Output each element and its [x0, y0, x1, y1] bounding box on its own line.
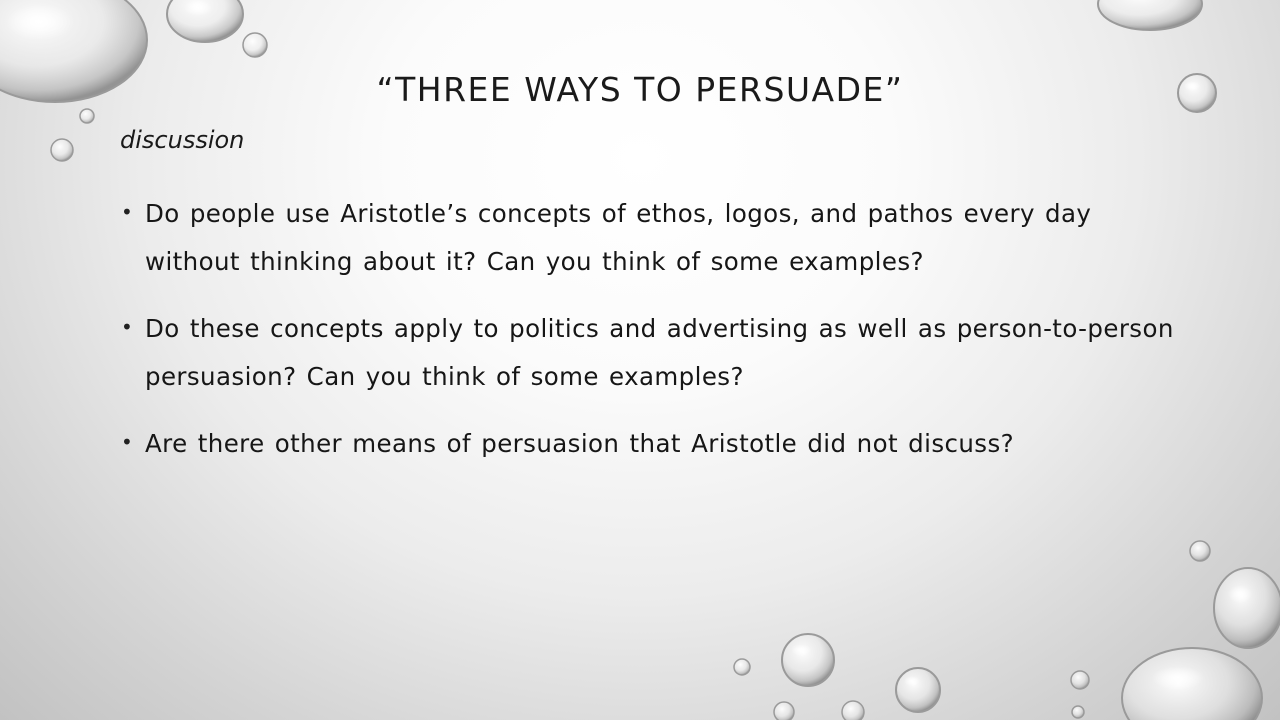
droplet: [896, 668, 940, 712]
droplet: [1190, 541, 1210, 561]
droplet: [734, 659, 750, 675]
bullet-icon: •: [121, 430, 134, 454]
bullet-list: [118, 190, 1193, 487]
slide-title: “THREE WAYS TO PERSUADE”: [376, 70, 904, 109]
bullet-icon: •: [121, 315, 134, 339]
droplet: [774, 702, 794, 720]
slide-subheading: discussion: [120, 126, 245, 154]
bullet-icon: •: [121, 200, 134, 224]
droplet: [1098, 0, 1202, 30]
bullet-item: [118, 305, 1193, 401]
bullet-text: Are there other means of persuasion that Aristotle did not discuss?: [145, 429, 1015, 458]
droplet: [1122, 648, 1262, 720]
bullet-item: [118, 420, 1193, 468]
droplet: [1071, 671, 1089, 689]
droplet: [80, 109, 94, 123]
droplet: [51, 139, 73, 161]
droplet: [842, 701, 864, 720]
droplet: [782, 634, 834, 686]
droplet: [1214, 568, 1280, 648]
bullet-text: Do these concepts apply to politics and advertising as well as person-to-person persuasion? Can you think of some examples?: [145, 314, 1174, 391]
bullet-item: [118, 190, 1193, 286]
droplet: [243, 33, 267, 57]
droplet: [1072, 706, 1084, 718]
droplet: [167, 0, 243, 42]
bullet-text: Do people use Aristotle’s concepts of ethos, logos, and pathos every day without thinking about it? Can you think of some examples?: [145, 199, 1092, 276]
